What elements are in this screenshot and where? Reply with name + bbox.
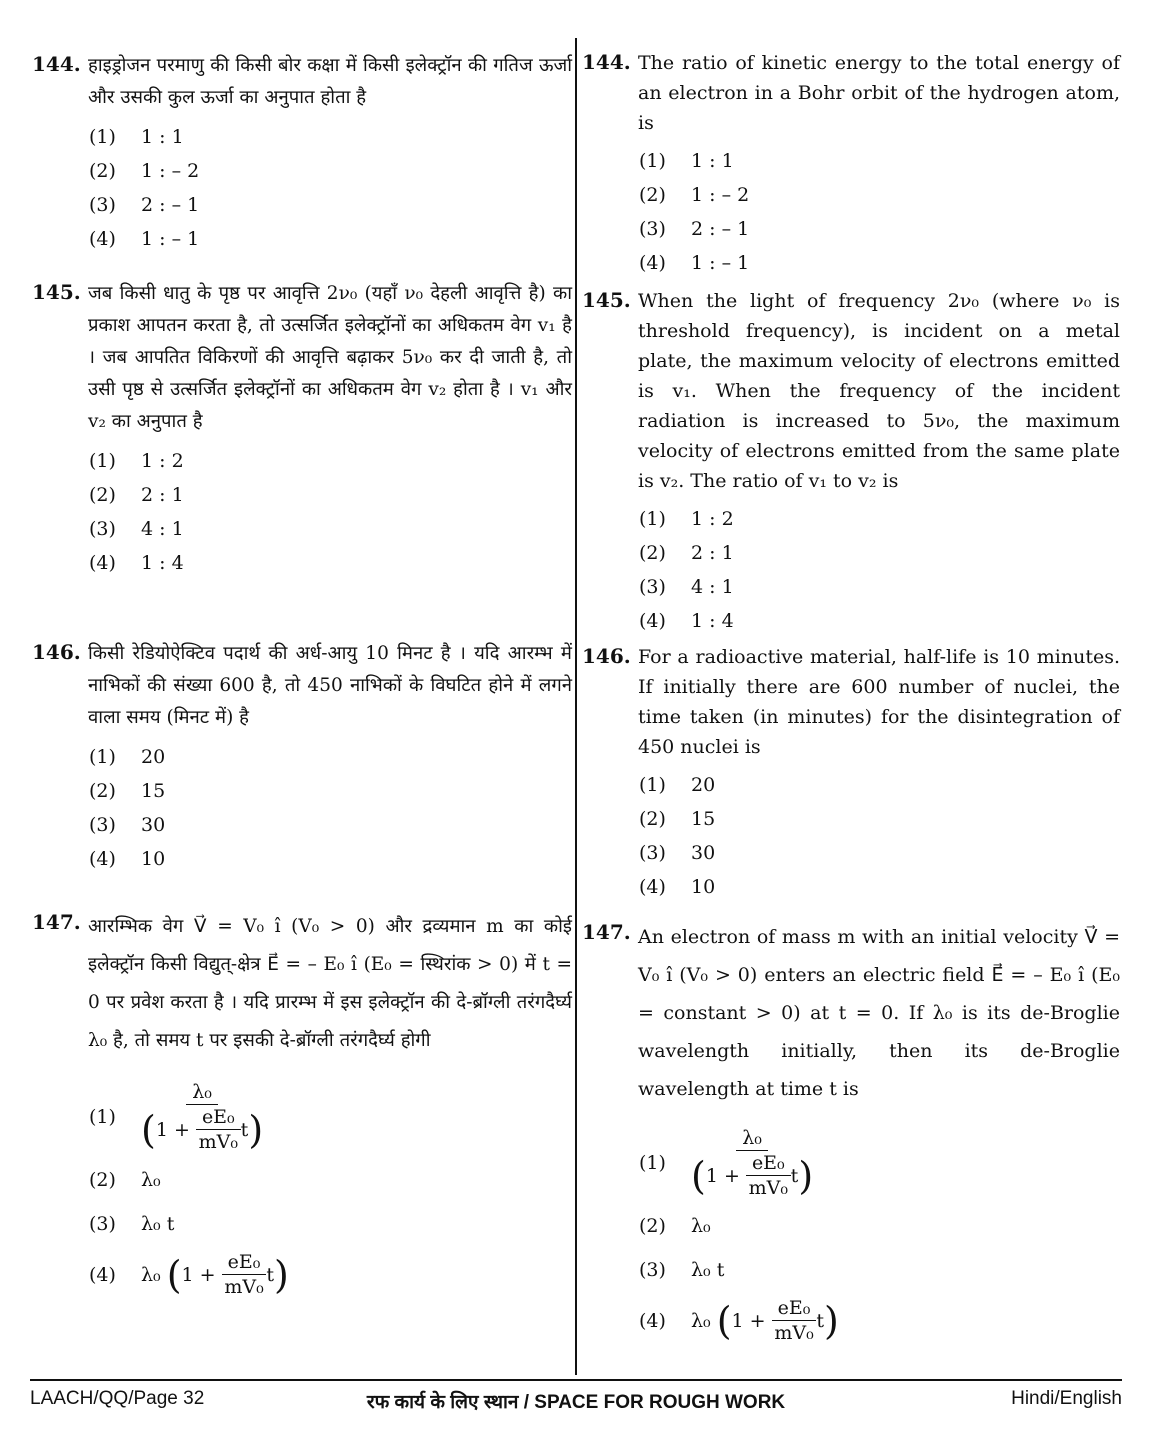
option: [89, 154, 572, 188]
option-value: 10: [141, 848, 166, 870]
option-value: 20: [141, 746, 166, 768]
page-footer: [30, 1388, 1122, 1418]
question-text: An electron of mass m with an initial velocity V⃗ = V₀ î (V₀ > 0) enters an electric field E⃗ = – E₀ î (E₀ = constant > 0) at t = 0. If λ₀ is its de-Broglie wavelength initially, then its de-Broglie wavelength at time t is: [638, 926, 1120, 1100]
option: [639, 604, 1120, 638]
option: [639, 1292, 1120, 1349]
option-number: (3): [639, 576, 666, 598]
question-146-hindi: [32, 638, 572, 876]
formula-term: 1 +: [155, 1118, 190, 1141]
formula-term: λ₀: [691, 1309, 711, 1332]
option: [639, 536, 1120, 570]
inner-fraction: [746, 1151, 791, 1200]
option: [639, 178, 1120, 212]
question-number: 147.: [32, 910, 81, 934]
fraction-denominator: mV₀: [198, 1131, 238, 1153]
option-value: λ₀: [141, 1169, 161, 1191]
question-147-hindi: [32, 908, 572, 1303]
option-number: (2): [89, 484, 116, 506]
option: [639, 1204, 1120, 1248]
option-value: 1 : – 1: [691, 252, 750, 274]
language-label: Hindi/English: [1011, 1388, 1122, 1409]
fraction-numerator: eE₀: [196, 1105, 241, 1130]
fraction-numerator: λ₀: [186, 1080, 218, 1105]
option-number: (3): [89, 1213, 116, 1235]
formula-term: t: [816, 1309, 825, 1332]
formula-parenthesis: [167, 1250, 289, 1299]
option-value: 1 : 1: [141, 126, 184, 148]
option-value: λ₀ t: [141, 1213, 175, 1235]
option-value: λ₀ t: [691, 1259, 725, 1281]
option: [639, 246, 1120, 280]
paren-close: ): [248, 1107, 264, 1152]
option: [89, 1202, 572, 1246]
option: [639, 768, 1120, 802]
option: [639, 1122, 1120, 1204]
option: [89, 444, 572, 478]
option-value: 2 : 1: [691, 542, 734, 564]
option-number: (4): [89, 1263, 116, 1286]
option-value: 2 : – 1: [141, 194, 200, 216]
option-number: (3): [89, 518, 116, 540]
options-list: [89, 1076, 572, 1303]
option-number: (1): [89, 1106, 116, 1128]
option: [89, 478, 572, 512]
option-value: 1 : 1: [691, 150, 734, 172]
option-number: (2): [89, 1169, 116, 1191]
option-value: 2 : – 1: [691, 218, 750, 240]
option-value: 20: [691, 774, 716, 796]
option: [89, 120, 572, 154]
option: [89, 546, 572, 580]
option-number: (3): [639, 1259, 666, 1281]
question-text: For a radioactive material, half-life is 10 minutes. If initially there are 600 number of nuclei, the time taken (in minutes) for the disintegration of 450 nuclei is: [638, 646, 1120, 758]
option-value: 4 : 1: [691, 576, 734, 598]
option-value: 15: [141, 780, 166, 802]
formula-fraction: [141, 1080, 263, 1154]
question-text: The ratio of kinetic energy to the total energy of an electron in a Bohr orbit of the hydrogen atom, is: [638, 52, 1120, 134]
question-text: हाइड्रोजन परमाणु की किसी बोर कक्षा में किसी इलेक्ट्रॉन की गतिज ऊर्जा और उसकी कुल ऊर्जा का अनुपात होता है: [88, 55, 572, 108]
option-number: (4): [89, 228, 116, 250]
option-number: (2): [639, 1215, 666, 1237]
formula-term: 1 +: [181, 1263, 216, 1286]
option: [89, 808, 572, 842]
question-number: 144.: [32, 52, 81, 76]
rough-work-label: रफ कार्य के लिए स्थान / SPACE FOR ROUGH WORK: [366, 1392, 786, 1413]
option-value: 15: [691, 808, 716, 830]
option-value: λ₀: [691, 1215, 711, 1237]
option-number: (1): [89, 450, 116, 472]
option: [639, 1248, 1120, 1292]
formula-term: t: [790, 1164, 799, 1187]
option: [639, 870, 1120, 904]
page-code: LAACH/QQ/Page 32: [30, 1388, 205, 1409]
fraction-denominator: mV₀: [748, 1177, 788, 1199]
option-value: 4 : 1: [141, 518, 184, 540]
question-146-english: [582, 642, 1120, 904]
question-144-hindi: [32, 50, 572, 256]
fraction-numerator: λ₀: [736, 1126, 768, 1151]
fraction-denominator: [691, 1151, 813, 1200]
option: [89, 774, 572, 808]
option: [89, 740, 572, 774]
option-value: 30: [141, 814, 166, 836]
question-144-english: [582, 48, 1120, 280]
option: [89, 222, 572, 256]
option-value: 2 : 1: [141, 484, 184, 506]
question-number: 144.: [582, 50, 631, 74]
option-number: (4): [89, 552, 116, 574]
paren-open: (: [716, 1298, 732, 1343]
column-divider: [575, 38, 577, 1375]
paren-open: (: [166, 1252, 182, 1297]
option-number: (4): [639, 610, 666, 632]
fraction-denominator: mV₀: [224, 1276, 264, 1298]
option: [89, 188, 572, 222]
fraction-numerator: eE₀: [772, 1296, 817, 1321]
option-value: 1 : 2: [141, 450, 184, 472]
option-number: (2): [639, 542, 666, 564]
formula-parenthesis: [717, 1296, 839, 1345]
inner-fraction: [772, 1296, 817, 1345]
formula-term: t: [266, 1263, 275, 1286]
options-list: [89, 444, 572, 580]
option: [639, 570, 1120, 604]
option: [89, 1158, 572, 1202]
fraction-numerator: eE₀: [222, 1250, 267, 1275]
option-number: (3): [89, 814, 116, 836]
option-number: (4): [639, 876, 666, 898]
option: [89, 842, 572, 876]
options-list: [639, 144, 1120, 280]
option-value: 1 : – 2: [141, 160, 200, 182]
option: [89, 1246, 572, 1303]
question-text: When the light of frequency 2ν₀ (where ν₀ is threshold frequency), is incident on a metal plate, the maximum velocity of electrons emitted is v₁. When the frequency of the incident radiation is increased to 5ν₀, the maximum velocity of electrons emitted from the same plate is v₂. The ratio of v₁ to v₂ is: [638, 290, 1120, 492]
option-value: 1 : 4: [691, 610, 734, 632]
option-number: (4): [89, 848, 116, 870]
option-number: (4): [639, 252, 666, 274]
options-list: [89, 740, 572, 876]
inner-fraction: [222, 1250, 267, 1299]
question-number: 145.: [582, 288, 631, 312]
option: [89, 512, 572, 546]
option: [639, 836, 1120, 870]
formula-term: 1 +: [731, 1309, 766, 1332]
option-number: (4): [639, 1309, 666, 1332]
option-number: (1): [639, 1152, 666, 1174]
formula-term: λ₀: [141, 1263, 161, 1286]
option-number: (2): [639, 808, 666, 830]
paren-open: (: [141, 1107, 156, 1152]
option: [639, 802, 1120, 836]
question-text: आरम्भिक वेग V⃗ = V₀ î (V₀ > 0) और द्रव्यमान m का कोई इलेक्ट्रॉन किसी विद्युत्-क्षेत्र E⃗ = – E₀ î (E₀ = स्थिरांक > 0) में t = 0 पर प्रवेश करता है । यदि प्रारम्भ में इस इलेक्ट्रॉन की दे-ब्रॉग्ली तरंगदैर्घ्य λ₀ है, तो समय t पर इसकी दे-ब्रॉग्ली तरंगदैर्घ्य होगी: [88, 916, 572, 1051]
option-value: 30: [691, 842, 716, 864]
option: [639, 144, 1120, 178]
option-value: 1 : – 2: [691, 184, 750, 206]
option-number: (3): [89, 194, 116, 216]
option-number: (2): [89, 160, 116, 182]
option-number: (1): [639, 774, 666, 796]
option: [89, 1076, 572, 1158]
question-147-english: [582, 918, 1120, 1349]
option-number: (3): [639, 218, 666, 240]
fraction-denominator: mV₀: [774, 1322, 814, 1344]
question-number: 146.: [582, 644, 631, 668]
option-value: 10: [691, 876, 716, 898]
option-value: 1 : – 1: [141, 228, 200, 250]
question-145-english: [582, 286, 1120, 638]
paren-close: ): [798, 1153, 814, 1198]
fraction-numerator: eE₀: [746, 1151, 791, 1176]
option-value: 1 : 2: [691, 508, 734, 530]
option-number: (2): [89, 780, 116, 802]
option-number: (1): [639, 150, 666, 172]
option: [639, 212, 1120, 246]
fraction-denominator: [141, 1105, 263, 1154]
question-text: जब किसी धातु के पृष्ठ पर आवृत्ति 2ν₀ (यहाँ ν₀ देहली आवृत्ति है) का प्रकाश आपतन करता है, तो उत्सर्जित इलेक्ट्रॉनों का अधिकतम वेग v₁ है । जब आपतित विकिरणों की आवृत्ति बढ़ाकर 5ν₀ कर दी जाती है, तो उसी पृष्ठ से उत्सर्जित इलेक्ट्रॉनों का अधिकतम वेग v₂ होता है । v₁ और v₂ का अनुपात है: [88, 283, 572, 432]
paren-open: (: [691, 1153, 706, 1198]
options-list: [639, 502, 1120, 638]
options-list: [639, 1122, 1120, 1349]
question-145-hindi: [32, 278, 572, 580]
option: [639, 502, 1120, 536]
paren-close: ): [824, 1298, 839, 1343]
paren-close: ): [274, 1252, 289, 1297]
footer-rule: [30, 1379, 1122, 1381]
question-number: 146.: [32, 640, 81, 664]
options-list: [89, 120, 572, 256]
question-number: 145.: [32, 280, 81, 304]
option-number: (3): [639, 842, 666, 864]
option-number: (1): [89, 126, 116, 148]
formula-term: 1 +: [705, 1164, 740, 1187]
question-text: किसी रेडियोऐक्टिव पदार्थ की अर्ध-आयु 10 मिनट है । यदि आरम्भ में नाभिकों की संख्या 600 है, तो 450 नाभिकों के विघटित होने में लगने वाला समय (मिनट में) है: [88, 643, 572, 728]
options-list: [639, 768, 1120, 904]
option-number: (1): [639, 508, 666, 530]
formula-fraction: [691, 1126, 813, 1200]
formula-term: t: [240, 1118, 249, 1141]
option-value: 1 : 4: [141, 552, 184, 574]
inner-fraction: [196, 1105, 241, 1154]
question-number: 147.: [582, 920, 631, 944]
option-number: (1): [89, 746, 116, 768]
option-number: (2): [639, 184, 666, 206]
